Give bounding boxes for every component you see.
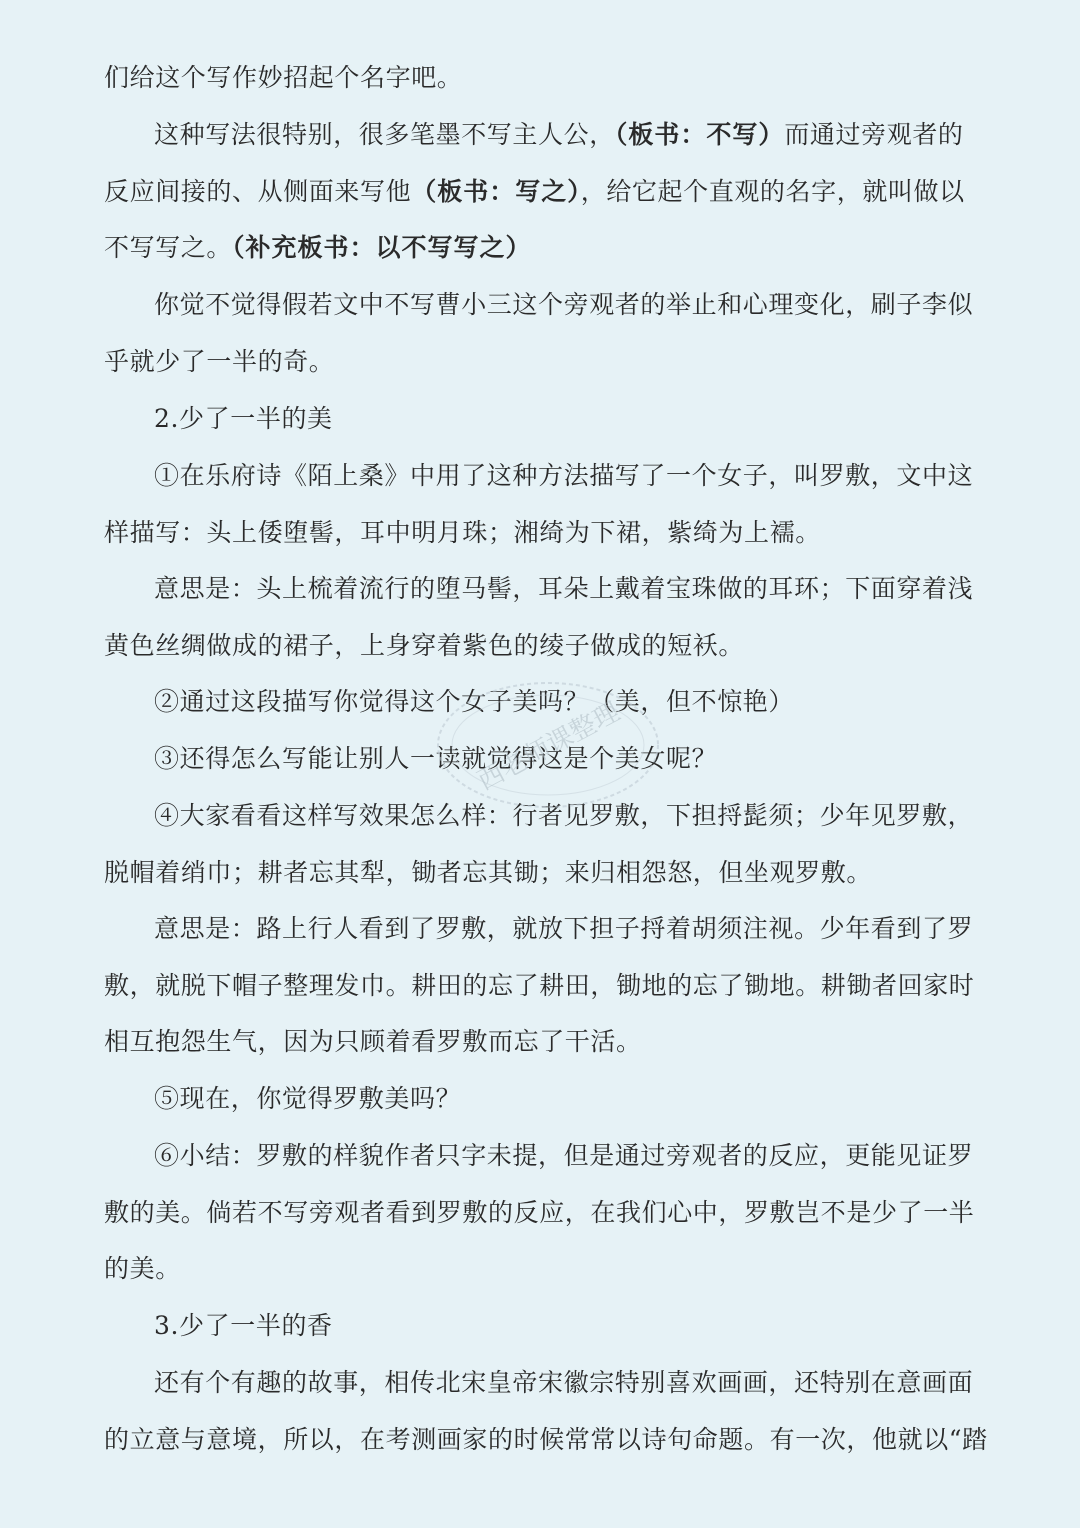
text-line	[104, 164, 980, 221]
text-segment: 不写写之。	[104, 233, 233, 263]
text-line: ②通过这段描写你觉得这个女子美吗？（美，但不惊艳）	[154, 687, 795, 716]
paragraph	[104, 901, 980, 1071]
paragraph-board-notes	[104, 107, 980, 277]
paragraph	[104, 1128, 980, 1298]
paragraph	[104, 277, 980, 390]
paragraph	[104, 788, 980, 901]
text-line: 相互抱怨生气，因为只顾着看罗敷而忘了干活。	[104, 1027, 642, 1057]
paragraph	[104, 1355, 988, 1468]
text-segment: 而通过旁观者的	[784, 120, 964, 149]
text-line: ⑥小结：罗敷的样貌作者只字未提，但是通过旁观者的反应，更能见证罗	[154, 1141, 974, 1170]
text-segment: 反应间接的、从侧面来写他	[104, 176, 412, 206]
text-line	[104, 107, 980, 164]
text-line: 还有个有趣的故事，相传北宋皇帝宋徽宗特别喜欢画画，还特别在意画面	[154, 1368, 974, 1397]
board-note: （板书：不写）	[614, 120, 785, 149]
text-line	[104, 220, 980, 277]
paragraph-continuation	[104, 50, 980, 107]
text-line: 样描写：头上倭堕髻，耳中明月珠；湘绮为下裙，紫绮为上襦。	[104, 517, 821, 547]
text-line: ③还得怎么写能让别人一读就觉得这是个美女呢？	[154, 744, 718, 773]
text-line: 2.少了一半的美	[154, 404, 333, 433]
text-line: 敷的美。倘若不写旁观者看到罗敷的反应，在我们心中，罗敷岂不是少了一半	[104, 1197, 975, 1227]
board-note: （板书：写之）	[411, 176, 581, 206]
paragraph	[104, 561, 980, 674]
section-heading	[104, 1298, 980, 1355]
text-segment: ，给它起个直观的名字，就叫做以	[580, 176, 965, 206]
paragraph	[104, 1071, 980, 1128]
text-line: ①在乐府诗《陌上桑》中用了这种方法描写了一个女子，叫罗敷，文中这	[154, 461, 974, 490]
text-line: 意思是：路上行人看到了罗敷，就放下担子捋着胡须注视。少年看到了罗	[154, 914, 974, 943]
paragraph	[104, 448, 980, 561]
text-line: ⑤现在，你觉得罗敷美吗？	[154, 1084, 462, 1113]
board-note: （补充板书：以不写写之）	[232, 233, 532, 263]
section-heading	[104, 391, 980, 448]
text-line: ④大家看看这样写效果怎么样：行者见罗敷，下担捋髭须；少年见罗敷，	[154, 801, 974, 830]
text-segment: 这种写法很特别，很多笔墨不写主人公，	[154, 120, 615, 149]
paragraph	[104, 731, 980, 788]
text-line: 的美。	[104, 1254, 181, 1284]
text-line: 你觉不觉得假若文中不写曹小三这个旁观者的举止和心理变化，刷子李似	[154, 290, 974, 319]
paragraph	[104, 674, 980, 731]
text-line: 3.少了一半的香	[154, 1311, 333, 1340]
text-line: 敷，就脱下帽子整理发巾。耕田的忘了耕田，锄地的忘了锄地。耕锄者回家时	[104, 970, 975, 1000]
text-line: 黄色丝绸做成的裙子，上身穿着紫色的绫子做成的短袄。	[104, 630, 745, 660]
text-line: 的立意与意境，所以，在考测画家的时候常常以诗句命题。有一次，他就以“踏	[104, 1424, 988, 1454]
watermark-text: 西老师课整理	[473, 696, 625, 797]
text-line: 脱帽着绡巾；耕者忘其犁，锄者忘其锄；来归相怨怒，但坐观罗敷。	[104, 857, 873, 887]
text-line: 意思是：头上梳着流行的堕马髻，耳朵上戴着宝珠做的耳环；下面穿着浅	[154, 574, 974, 603]
text-line: 乎就少了一半的奇。	[104, 346, 335, 376]
text-line: 们给这个写作妙招起个名字吧。	[104, 63, 463, 92]
